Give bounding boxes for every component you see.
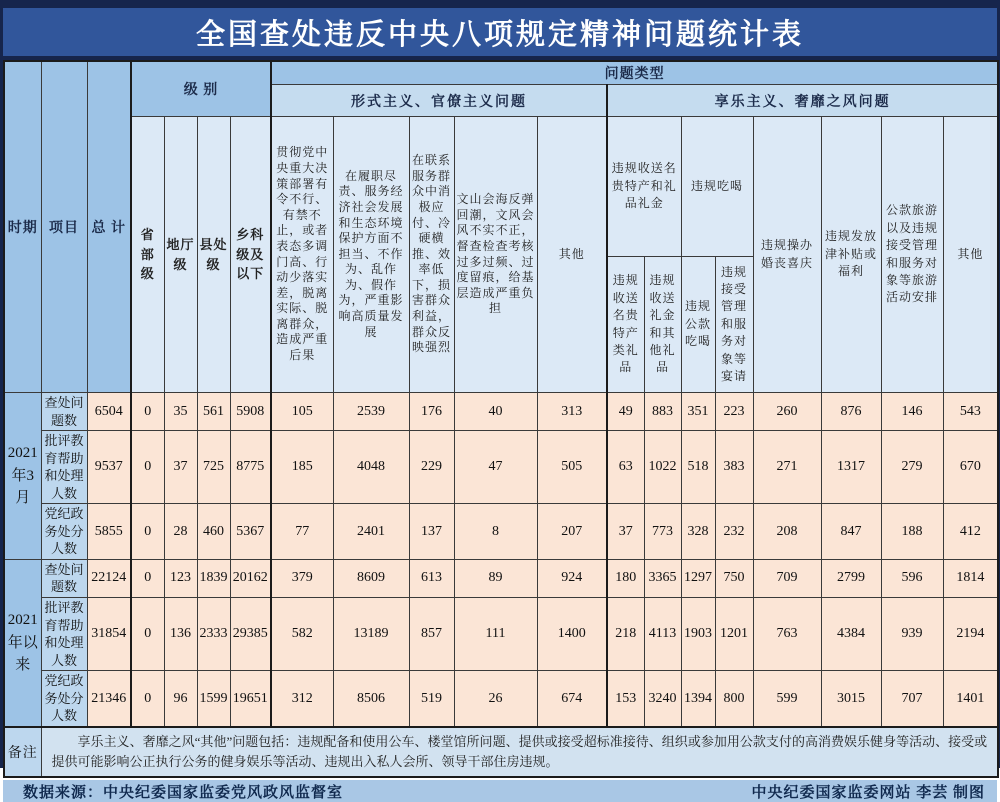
header-formalism-group: 形式主义、官僚主义问题 <box>271 85 607 117</box>
data-cell: 460 <box>197 504 230 560</box>
data-cell: 47 <box>454 431 537 504</box>
data-cell: 1400 <box>537 598 607 671</box>
header-gifts-group: 违规收送名贵特产和礼品礼金 <box>607 117 681 257</box>
data-cell: 709 <box>753 559 821 597</box>
data-cell: 20162 <box>230 559 271 597</box>
data-cell: 2539 <box>333 393 409 431</box>
header-period: 时期 <box>4 61 41 393</box>
data-cell: 137 <box>409 504 454 560</box>
data-cell: 21346 <box>87 671 131 727</box>
period-label-since-2021: 2021年以来 <box>4 559 41 726</box>
header-formalism-col-1: 贯彻党中央重大决策部署有令不行、有禁不止，或者表态多调门高、行动少落实差，脱离实际、脱离群众，造成严重后果 <box>271 117 333 393</box>
data-source: 数据来源：中央纪委国家监委党风政风监督室 <box>23 784 344 801</box>
data-cell: 207 <box>537 504 607 560</box>
header-gifts-cash: 违规收送礼金和其他礼品 <box>644 257 681 393</box>
data-cell: 847 <box>821 504 881 560</box>
header-hedonism-other: 其他 <box>943 117 998 393</box>
data-cell: 924 <box>537 559 607 597</box>
header-hedonism-allowance: 违规发放津补贴或福利 <box>821 117 881 393</box>
data-cell: 3365 <box>644 559 681 597</box>
data-cell: 313 <box>537 393 607 431</box>
statistics-table <box>3 60 999 778</box>
data-cell: 939 <box>881 598 943 671</box>
data-cell: 8 <box>454 504 537 560</box>
data-cell: 328 <box>681 504 715 560</box>
item-label: 批评教育帮助和处理人数 <box>41 598 87 671</box>
period-label-march: 2021年3月 <box>4 393 41 560</box>
data-cell: 0 <box>131 431 164 504</box>
data-cell: 1394 <box>681 671 715 727</box>
data-cell: 5367 <box>230 504 271 560</box>
data-cell: 750 <box>715 559 753 597</box>
data-cell: 185 <box>271 431 333 504</box>
data-cell: 857 <box>409 598 454 671</box>
data-cell: 2333 <box>197 598 230 671</box>
header-level-prefecture: 地厅级 <box>164 117 197 393</box>
data-cell: 800 <box>715 671 753 727</box>
header-level-provincial: 省部级 <box>131 117 164 393</box>
header-formalism-col-2: 在履职尽责、服务经济社会发展和生态环境保护方面不担当、不作为、乱作为、假作为，严重影响高质量发展 <box>333 117 409 393</box>
header-gifts-specialty: 违规收送名贵特产类礼品 <box>607 257 644 393</box>
data-cell: 707 <box>881 671 943 727</box>
data-cell: 105 <box>271 393 333 431</box>
data-cell: 876 <box>821 393 881 431</box>
remark-content <box>41 727 998 777</box>
header-dining-group: 违规吃喝 <box>681 117 753 257</box>
data-cell: 599 <box>753 671 821 727</box>
table-row <box>4 504 998 560</box>
data-cell: 2401 <box>333 504 409 560</box>
remark-label: 备注 <box>4 727 41 777</box>
data-cell: 351 <box>681 393 715 431</box>
data-cell: 0 <box>131 598 164 671</box>
remark-text: 享乐主义、奢靡之风“其他”问题包括：违规配备和使用公车、楼堂馆所问题、提供或接受超标准接待、组织或参加用公款支付的高消费娱乐健身等活动、接受或提供可能影响公正执行公务的健身娱乐等活动、违规出入私人会所、领导干部住房违规。 <box>51 733 988 769</box>
data-cell: 271 <box>753 431 821 504</box>
data-cell: 232 <box>715 504 753 560</box>
header-formalism-col-4: 文山会海反弹回潮，文风会风不实不正，督查检查考核过多过频、过度留痕，给基层造成严重负担 <box>454 117 537 393</box>
data-cell: 773 <box>644 504 681 560</box>
data-cell: 136 <box>164 598 197 671</box>
data-cell: 674 <box>537 671 607 727</box>
data-cell: 8775 <box>230 431 271 504</box>
table-row <box>4 393 998 431</box>
data-cell: 1839 <box>197 559 230 597</box>
header-hedonism-travel: 公款旅游以及违规接受管理和服务对象等旅游活动安排 <box>881 117 943 393</box>
item-label: 党纪政务处分人数 <box>41 671 87 727</box>
data-cell: 1814 <box>943 559 998 597</box>
data-cell: 1599 <box>197 671 230 727</box>
data-cell: 111 <box>454 598 537 671</box>
data-cell: 0 <box>131 559 164 597</box>
data-cell: 28 <box>164 504 197 560</box>
credit: 中央纪委国家监委网站 李芸 制图 <box>751 784 985 801</box>
data-cell: 8609 <box>333 559 409 597</box>
data-cell: 582 <box>271 598 333 671</box>
data-cell: 31854 <box>87 598 131 671</box>
data-cell: 312 <box>271 671 333 727</box>
data-cell: 613 <box>409 559 454 597</box>
data-cell: 379 <box>271 559 333 597</box>
item-label: 批评教育帮助和处理人数 <box>41 431 87 504</box>
header-dining-public: 违规公款吃喝 <box>681 257 715 393</box>
footer-bar <box>3 780 997 802</box>
data-cell: 13189 <box>333 598 409 671</box>
header-level-county: 县处级 <box>197 117 230 393</box>
table-row <box>4 559 998 597</box>
data-cell: 763 <box>753 598 821 671</box>
data-cell: 412 <box>943 504 998 560</box>
data-cell: 279 <box>881 431 943 504</box>
data-cell: 596 <box>881 559 943 597</box>
data-cell: 543 <box>943 393 998 431</box>
data-cell: 383 <box>715 431 753 504</box>
data-cell: 2799 <box>821 559 881 597</box>
data-cell: 1903 <box>681 598 715 671</box>
data-cell: 123 <box>164 559 197 597</box>
header-level-group: 级 别 <box>131 61 271 117</box>
data-cell: 3240 <box>644 671 681 727</box>
header-formalism-other: 其他 <box>537 117 607 393</box>
data-cell: 37 <box>607 504 644 560</box>
data-cell: 89 <box>454 559 537 597</box>
data-cell: 208 <box>753 504 821 560</box>
data-cell: 1401 <box>943 671 998 727</box>
page-title: 全国查处违反中央八项规定精神问题统计表 <box>195 18 804 51</box>
data-cell: 725 <box>197 431 230 504</box>
data-cell: 146 <box>881 393 943 431</box>
data-cell: 49 <box>607 393 644 431</box>
data-cell: 77 <box>271 504 333 560</box>
data-cell: 19651 <box>230 671 271 727</box>
item-label: 党纪政务处分人数 <box>41 504 87 560</box>
data-cell: 22124 <box>87 559 131 597</box>
data-cell: 35 <box>164 393 197 431</box>
data-cell: 5855 <box>87 504 131 560</box>
data-cell: 223 <box>715 393 753 431</box>
data-cell: 3015 <box>821 671 881 727</box>
header-hedonism-group: 享乐主义、奢靡之风问题 <box>607 85 998 117</box>
title-bar <box>3 8 997 58</box>
data-cell: 96 <box>164 671 197 727</box>
data-cell: 518 <box>681 431 715 504</box>
item-label: 查处问题数 <box>41 393 87 431</box>
data-cell: 260 <box>753 393 821 431</box>
data-cell: 0 <box>131 504 164 560</box>
remark-row <box>4 727 998 777</box>
header-total: 总 计 <box>87 61 131 393</box>
data-cell: 561 <box>197 393 230 431</box>
header-item: 项目 <box>41 61 87 393</box>
data-cell: 40 <box>454 393 537 431</box>
item-label: 查处问题数 <box>41 559 87 597</box>
data-cell: 2194 <box>943 598 998 671</box>
table-row <box>4 598 998 671</box>
data-cell: 0 <box>131 393 164 431</box>
data-cell: 176 <box>409 393 454 431</box>
data-cell: 37 <box>164 431 197 504</box>
data-cell: 670 <box>943 431 998 504</box>
header-dining-banquet: 违规接受管理和服务对象等宴请 <box>715 257 753 393</box>
data-cell: 6504 <box>87 393 131 431</box>
data-cell: 505 <box>537 431 607 504</box>
data-cell: 9537 <box>87 431 131 504</box>
data-cell: 229 <box>409 431 454 504</box>
data-cell: 26 <box>454 671 537 727</box>
header-level-township: 乡科级及以下 <box>230 117 271 393</box>
table-row <box>4 431 998 504</box>
data-cell: 519 <box>409 671 454 727</box>
header-formalism-col-3: 在联系服务群众中消极应付、冷硬横推、效率低下，损害群众利益，群众反映强烈 <box>409 117 454 393</box>
header-problem-type: 问题类型 <box>271 61 998 85</box>
data-cell: 1022 <box>644 431 681 504</box>
data-cell: 0 <box>131 671 164 727</box>
data-cell: 883 <box>644 393 681 431</box>
data-cell: 63 <box>607 431 644 504</box>
table-row <box>4 671 998 727</box>
data-cell: 1297 <box>681 559 715 597</box>
data-cell: 4384 <box>821 598 881 671</box>
data-cell: 4113 <box>644 598 681 671</box>
data-cell: 8506 <box>333 671 409 727</box>
data-cell: 29385 <box>230 598 271 671</box>
data-cell: 180 <box>607 559 644 597</box>
header-hedonism-wedding: 违规操办婚丧喜庆 <box>753 117 821 393</box>
data-cell: 188 <box>881 504 943 560</box>
data-cell: 153 <box>607 671 644 727</box>
data-cell: 1317 <box>821 431 881 504</box>
data-cell: 218 <box>607 598 644 671</box>
data-cell: 5908 <box>230 393 271 431</box>
data-cell: 1201 <box>715 598 753 671</box>
data-cell: 4048 <box>333 431 409 504</box>
